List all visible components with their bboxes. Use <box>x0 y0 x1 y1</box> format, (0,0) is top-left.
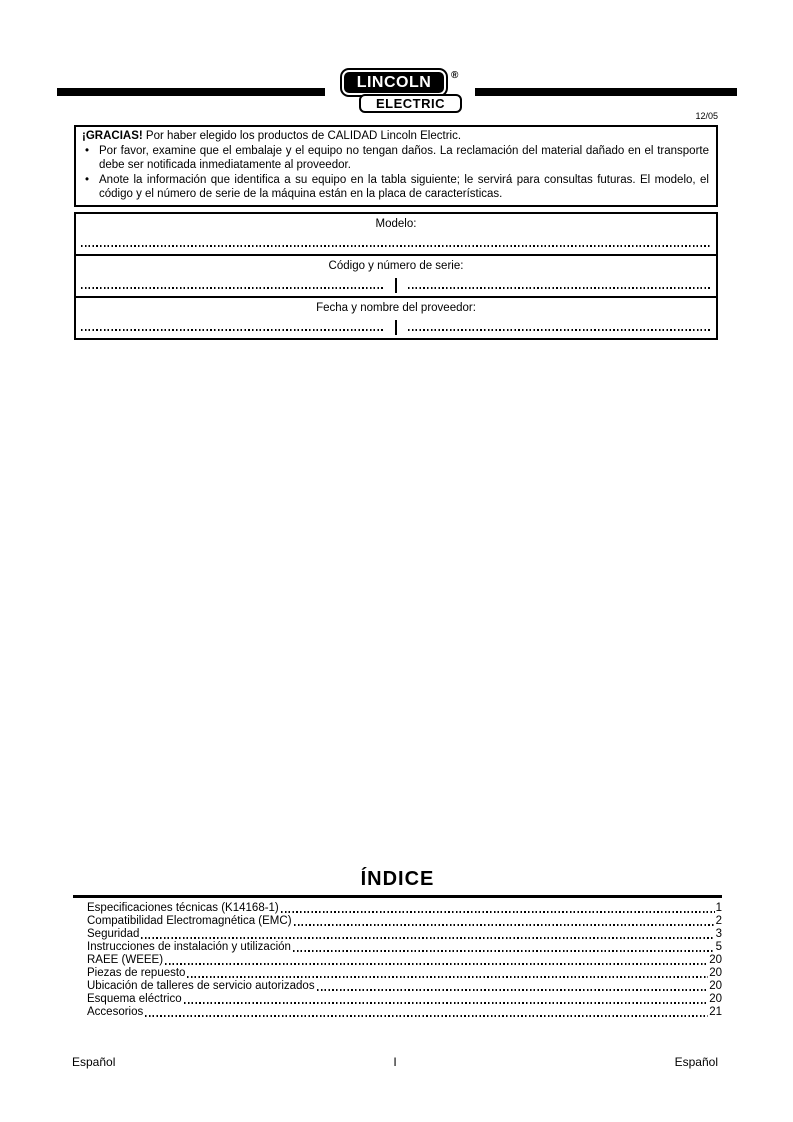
toc-entry <box>73 967 722 980</box>
toc-leader <box>141 937 714 939</box>
thanks-box <box>74 125 718 207</box>
toc-page-number: 20 <box>709 954 722 966</box>
toc-leader <box>281 911 715 913</box>
fill-in-line <box>408 329 711 331</box>
toc-page-number: 5 <box>715 941 722 953</box>
toc-entry <box>73 902 722 915</box>
toc-label: RAEE (WEEE) <box>87 954 164 966</box>
footer-language-left: Español <box>72 1055 116 1069</box>
row-label: Código y número de serie: <box>328 260 464 272</box>
toc-leader <box>294 924 715 926</box>
toc-leader <box>317 989 709 991</box>
toc-label: Seguridad <box>87 928 140 940</box>
header-rule-right <box>475 88 737 96</box>
fill-in-line <box>408 287 711 289</box>
toc-page-number: 20 <box>709 980 722 992</box>
thanks-intro <box>82 129 709 144</box>
toc-label: Esquema eléctrico <box>87 993 182 1005</box>
footer-language-right: Español <box>674 1055 718 1069</box>
index-section <box>73 868 722 1019</box>
page-footer <box>72 1055 718 1069</box>
column-divider <box>395 320 397 335</box>
toc-label: Especificaciones técnicas (K14168-1) <box>87 902 279 914</box>
table-row-codigo-serie <box>76 254 716 296</box>
table-row-fecha-proveedor <box>76 296 716 338</box>
bullet-icon: • <box>85 173 90 186</box>
fill-in-line <box>81 329 384 331</box>
logo-electric-box: ELECTRIC <box>359 94 462 113</box>
index-rule <box>73 895 722 898</box>
row-label: Modelo: <box>375 218 417 230</box>
bullet-text: Por favor, examine que el embalaje y el equipo no tengan daños. La reclamación del material dañado en el transporte debe ser notificada inmediatamente al proveedor. <box>99 144 709 171</box>
index-title: ÍNDICE <box>360 868 435 890</box>
equipment-info-table <box>74 212 718 340</box>
logo-lincoln-box: LINCOLN <box>342 70 446 95</box>
bullet-icon: • <box>85 144 90 157</box>
toc-entry <box>73 941 722 954</box>
fill-in-line <box>81 245 711 247</box>
column-divider <box>395 278 397 293</box>
bullet-text: Anote la información que identifica a su equipo en la tabla siguiente; le servirá para consultas futuras. El modelo, el código y el número de serie de la máquina están en la placa de características. <box>99 173 709 200</box>
toc-label: Piezas de repuesto <box>87 967 186 979</box>
toc-leader <box>187 976 708 978</box>
toc-page-number: 21 <box>709 1006 722 1018</box>
toc-entry <box>73 915 722 928</box>
toc-page-number: 2 <box>715 915 722 927</box>
registered-trademark-icon: ® <box>451 70 459 81</box>
thanks-intro-bold: ¡GRACIAS! <box>82 130 143 142</box>
thanks-intro-rest: Por haber elegido los productos de CALIDAD Lincoln Electric. <box>142 130 462 142</box>
toc-leader <box>145 1015 708 1017</box>
row-label: Fecha y nombre del proveedor: <box>316 302 476 314</box>
fill-in-line <box>81 287 384 289</box>
toc-list <box>73 902 722 1019</box>
toc-label: Accesorios <box>87 1006 144 1018</box>
toc-entry <box>73 993 722 1006</box>
toc-page-number: 20 <box>709 967 722 979</box>
toc-entry <box>73 928 722 941</box>
toc-leader <box>184 1002 709 1004</box>
toc-label: Instrucciones de instalación y utilización <box>87 941 291 953</box>
toc-label: Compatibilidad Electromagnética (EMC) <box>87 915 292 927</box>
bullet-item <box>82 173 709 202</box>
date-code: 12/05 <box>695 111 718 121</box>
lincoln-electric-logo <box>342 70 472 116</box>
toc-label: Ubicación de talleres de servicio autorizados <box>87 980 315 992</box>
toc-page-number: 20 <box>709 993 722 1005</box>
toc-entry <box>73 954 722 967</box>
toc-entry <box>73 980 722 993</box>
toc-entry <box>73 1006 722 1019</box>
toc-page-number: 1 <box>715 902 722 914</box>
bullet-item <box>82 144 709 173</box>
footer-page-number: I <box>393 1055 397 1069</box>
toc-leader <box>165 963 708 965</box>
toc-leader <box>293 950 715 952</box>
toc-page-number: 3 <box>715 928 722 940</box>
header-rule-left <box>57 88 325 96</box>
table-row-modelo <box>76 214 716 254</box>
